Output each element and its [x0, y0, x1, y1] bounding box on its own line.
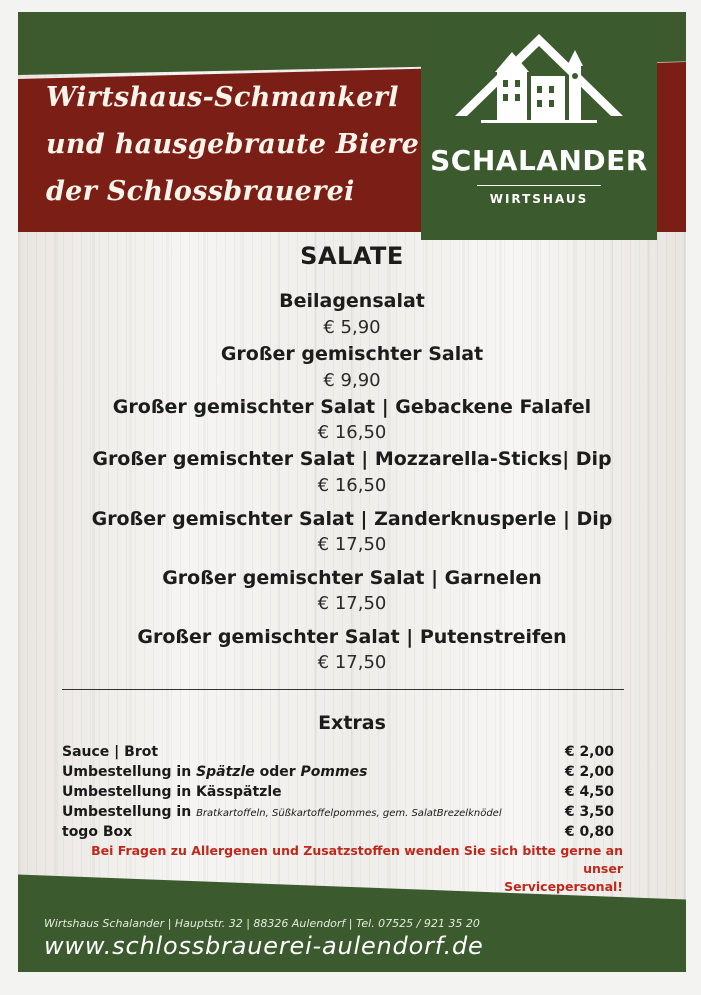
extra-label-part: Umbestellung in: [62, 804, 197, 820]
dish-price-1: € 5,90: [323, 317, 381, 338]
extra-label-part: oder: [254, 764, 301, 780]
extra-row: [62, 744, 614, 764]
extra-label-part: Umbestellung in: [62, 764, 197, 780]
dish-name-3: Großer gemischter Salat | Gebackene Falafel: [112, 396, 592, 418]
extra-label-small: Bratkartoffeln, Süßkartoffelpommes, gem. SalatBrezelknödel: [196, 808, 502, 819]
dish-name-7: Großer gemischter Salat | Putenstreifen: [137, 626, 567, 648]
dish-price-2: € 9,90: [323, 370, 381, 391]
extra-label-italic: Spätzle: [196, 764, 255, 780]
tagline-line-3: der Schlossbrauerei: [46, 176, 355, 207]
extra-price: € 2,00: [564, 764, 614, 780]
tagline-line-2: und hausgebraute Biere: [46, 129, 420, 160]
extra-row: [62, 784, 614, 804]
extra-row: [62, 824, 614, 844]
extra-label: Sauce | Brot: [62, 744, 159, 760]
extra-price: € 4,50: [564, 784, 614, 800]
dish-price-4: € 16,50: [317, 475, 387, 496]
tagline-line-1: Wirtshaus-Schmankerl: [46, 82, 399, 113]
extra-label: Umbestellung in Kässpätzle: [62, 784, 282, 800]
extra-row: [62, 804, 614, 824]
dish-price-7: € 17,50: [317, 652, 387, 673]
extras-title: Extras: [318, 712, 386, 734]
section-title: SALATE: [300, 242, 404, 270]
dish-name-6: Großer gemischter Salat | Garnelen: [162, 567, 542, 589]
dish-name-5: Großer gemischter Salat | Zanderknusperle | Dip: [91, 508, 613, 530]
divider: [62, 689, 624, 690]
dish-price-3: € 16,50: [317, 422, 387, 443]
dish-name-1: Beilagensalat: [279, 290, 425, 312]
logo-subtitle: WIRTSHAUS: [489, 192, 589, 206]
dish-name-4: Großer gemischter Salat | Mozzarella-Sticks| Dip: [92, 448, 612, 470]
extra-price: € 0,80: [564, 824, 614, 840]
extra-price: € 3,50: [564, 804, 614, 820]
extra-label: [62, 764, 367, 780]
logo-name: SCHALANDER: [430, 144, 648, 177]
extra-label: togo Box: [62, 824, 133, 840]
footer-url[interactable]: www.schlossbrauerei-aulendorf.de: [44, 932, 484, 960]
dish-price-5: € 17,50: [317, 534, 387, 555]
dish-price-6: € 17,50: [317, 593, 387, 614]
allergen-note-line-1: Bei Fragen zu Allergenen und Zusatzstoffen wenden Sie sich bitte gerne an unser: [91, 843, 623, 876]
allergen-note-line-2: Servicepersonal!: [504, 879, 623, 894]
dish-name-2: Großer gemischter Salat: [220, 343, 484, 365]
extra-row: [62, 764, 614, 784]
castle-icon: [451, 30, 627, 142]
menu-page: [18, 12, 686, 972]
extras-list: [62, 744, 614, 844]
extra-label: [62, 804, 502, 820]
extra-price: € 2,00: [564, 744, 614, 760]
header-tagline: [46, 74, 426, 215]
extra-label-italic: Pommes: [300, 764, 368, 780]
logo-rule: [477, 185, 601, 186]
logo: [421, 12, 657, 240]
footer-address: Wirtshaus Schalander | Hauptstr. 32 | 88326 Aulendorf | Tel. 07525 / 921 35 20: [44, 917, 480, 930]
